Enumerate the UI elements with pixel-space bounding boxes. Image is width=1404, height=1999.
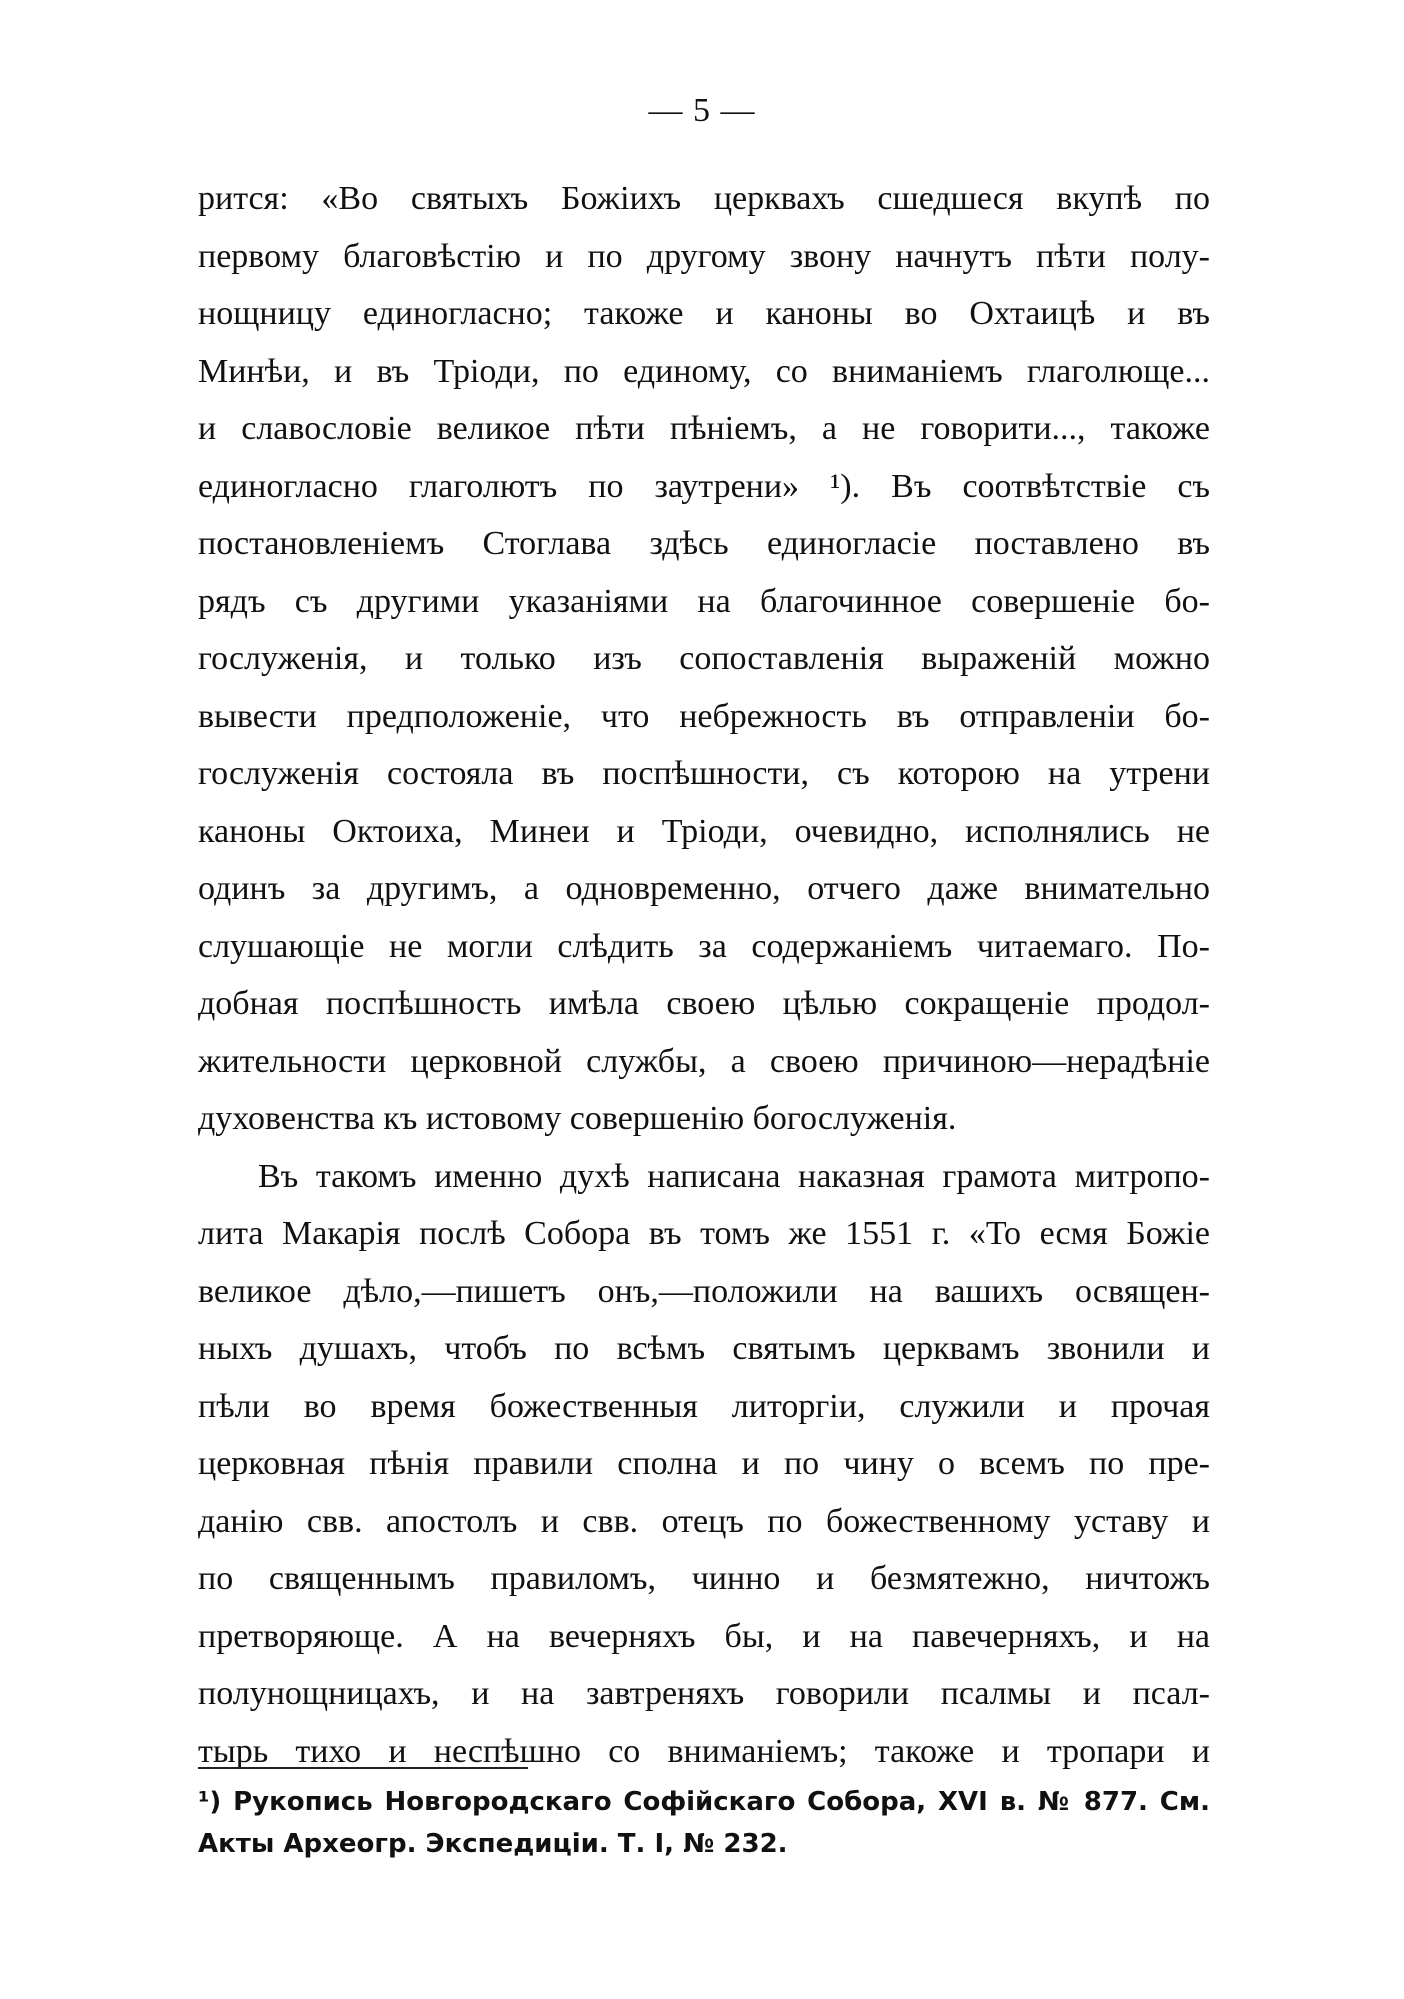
text-line: гослуженія, и только изъ сопоставленія выраженій можно [198, 640, 1210, 677]
text-line: полунощницахъ, и на завтреняхъ говорили псалмы и псал- [198, 1675, 1210, 1712]
text-line: единогласно глаголютъ по заутрени» ¹). Въ соотвѣтствіе съ [198, 467, 1210, 505]
text-line: добная поспѣшность имѣла своею цѣлью сокращеніе продол- [198, 985, 1210, 1022]
text-line: данію свв. апостолъ и свв. отецъ по божественному уставу и [198, 1502, 1210, 1540]
text-line: духовенства къ истовому совершенію богослуженія. [198, 1100, 957, 1137]
text-line: постановленіемъ Стоглава здѣсь единогласіе поставлено въ [198, 525, 1210, 562]
text-line: жительности церковной службы, а своею причиною—нерадѣніе [198, 1042, 1210, 1080]
text-line: по священнымъ правиломъ, чинно и безмятежно, ничтожъ [198, 1560, 1210, 1597]
footnote [198, 1782, 1210, 1866]
text-line: пѣли во время божественныя литоргіи, служили и прочая [198, 1387, 1210, 1425]
text-line: претворяюще. А на вечерняхъ бы, и на павечерняхъ, и на [198, 1617, 1210, 1655]
text-line: рядъ съ другими указаніями на благочинное совершеніе бо- [198, 582, 1210, 620]
footnote-line: ¹) Рукопись Новгородскаго Софійскаго Собора, XVI в. № 877. См. [198, 1787, 1210, 1817]
text-line: ныхъ душахъ, чтобъ по всѣмъ святымъ церквамъ звонили и [198, 1330, 1210, 1367]
text-line: слушающіе не могли слѣдить за содержаніемъ читаемаго. По- [198, 927, 1210, 965]
text-line: одинъ за другимъ, а одновременно, отчего даже внимательно [198, 870, 1210, 907]
text-line: первому благовѣстію и по другому звону начнутъ пѣти полу- [198, 237, 1210, 275]
text-line: тырь тихо и неспѣшно со вниманіемъ; такоже и тропари и [198, 1732, 1210, 1770]
text-line: и славословіе великое пѣти пѣніемъ, а не говорити..., такоже [198, 410, 1210, 447]
text-line: рится: «Во святыхъ Божіихъ церквахъ сшедшеся вкупѣ по [198, 180, 1210, 217]
text-line: церковная пѣнія правили сполна и по чину о всемъ по пре- [198, 1445, 1210, 1482]
main-text [198, 170, 1210, 1780]
paragraph-start-line: Въ такомъ именно духѣ написана наказная грамота митропо- [258, 1157, 1210, 1195]
text-line: великое дѣло,—пишетъ онъ,—положили на вашихъ освящен- [198, 1272, 1210, 1310]
text-line: каноны Октоиха, Минеи и Тріоди, очевидно, исполнялись не [198, 812, 1210, 850]
footnote-divider [198, 1767, 528, 1769]
page-number: — 5 — [648, 92, 756, 129]
text-line: лита Макарія послѣ Собора въ томъ же 1551 г. «То есмя Божіе [198, 1215, 1210, 1252]
text-line: вывести предположеніе, что небрежность въ отправленіи бо- [198, 697, 1210, 735]
text-line: гослуженія состояла въ поспѣшности, съ которою на утрени [198, 755, 1210, 792]
footnote-line: Акты Археогр. Экспедиціи. Т. I, № 232. [198, 1829, 788, 1859]
text-line: Минѣи, и въ Тріоди, по единому, со вниманіемъ глаголюще... [198, 352, 1210, 390]
text-line: нощницу единогласно; такоже и каноны во Охтаицѣ и въ [198, 295, 1210, 332]
